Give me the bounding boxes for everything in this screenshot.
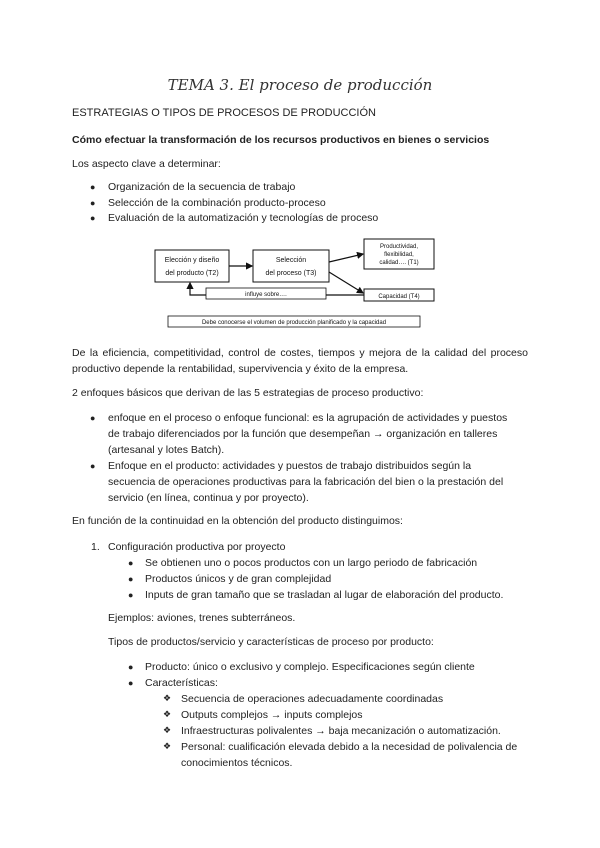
approach-2-line-2: secuencia de operaciones productivas para la fabricación del bien o la prestación del [108,476,504,488]
box3-line2: flexibilidad, [384,252,414,258]
numbered-item-label: Configuración productiva por proyecto [108,541,286,553]
list-item: Secuencia de operaciones adecuadamente coordinadas [181,693,444,705]
bullet-icon: ● [90,198,96,208]
diamond-bullet-icon: ❖ [163,741,172,751]
box-process-selection [253,250,329,282]
approaches-intro: 2 enfoques básicos que derivan de las 5 estrategias de proceso productivo: [72,387,424,399]
arrow-2-3 [329,254,363,262]
box2-line1: Selección [275,257,307,264]
subheading: Cómo efectuar la transformación de los recursos productivos en bienes o servicios [72,134,490,146]
examples-text: Ejemplos: aviones, trenes subterráneos. [108,612,296,624]
bullet-icon: ● [128,678,134,688]
approach-1-line-2: de trabajo diferenciados por la función que desempeñan → organización en talleres [108,428,498,440]
diamond-bullet-icon: ❖ [163,709,172,719]
list-item: Personal: cualificación elevada debido a la necesidad de polivalencia de [181,741,518,753]
list-item-continuation: conocimientos técnicos. [181,757,293,769]
list-item: Productos únicos y de gran complejidad [145,573,332,585]
intro-text: Los aspecto clave a determinar: [72,158,221,170]
section-heading: ESTRATEGIAS O TIPOS DE PROCESOS DE PRODUCCIÓN [72,107,376,119]
box2-line2: del proceso (T3) [265,270,317,277]
approach-1-line-3: (artesanal y lotes Batch). [108,444,225,456]
diamond-bullet-icon: ❖ [163,725,172,735]
list-item: Evaluación de la automatización y tecnologías de proceso [108,212,379,224]
box-product-design [155,250,229,282]
list-item: Organización de la secuencia de trabajo [108,181,296,193]
arrow-2-4 [329,272,363,293]
bullet-icon: ● [90,413,96,423]
influye-label: influye sobre…. [245,292,287,298]
list-item: Se obtienen uno o pocos productos con un largo periodo de fabricación [145,557,478,569]
box1-line2: del producto (T2) [165,270,219,277]
approach-1-line-1: enfoque en el proceso o enfoque funcional: es la agrupación de actividades y puestos [108,412,508,424]
bullet-icon: ● [90,213,96,223]
box1-line1: Elección y diseño [164,257,220,264]
page-title: TEMA 3. El proceso de producción [167,76,433,94]
approach-2-line-1: Enfoque en el producto: actividades y puestos de trabajo distribuidos según la [108,460,472,472]
list-item: Producto: único o exclusivo y complejo. Especificaciones según cliente [145,661,475,673]
list-item: Outputs complejos → inputs complejos [181,709,363,721]
bottom-label: Debe conocerse el volumen de producción planificado y la capacidad [201,320,387,326]
process-diagram [150,236,440,332]
bullet-icon: ● [128,590,134,600]
efficiency-paragraph: De la eficiencia, competitividad, control de costes, tiempos y mejora de la calidad del proceso productivo depende la rentabilidad, supervivencia y éxito de la empresa. [72,347,528,375]
approach-2-line-3: servicio (en línea, continua y por proyecto). [108,492,309,504]
list-item: Selección de la combinación producto-proceso [108,197,326,209]
list-item: Infraestructuras polivalentes → baja mecanización o automatización. [181,725,501,737]
bullet-icon: ● [128,662,134,672]
bullet-icon: ● [128,574,134,584]
types-text: Tipos de productos/servicio y características de proceso por producto: [108,636,434,648]
box3-line3: calidad…. (T1) [379,260,419,266]
box4-label: Capacidad (T4) [378,294,420,300]
bullet-icon: ● [90,461,96,471]
diamond-bullet-icon: ❖ [163,693,172,703]
list-item: Características: [145,677,218,689]
continuity-intro: En función de la continuidad en la obtención del producto distinguimos: [72,515,403,527]
bullet-icon: ● [90,182,96,192]
list-number: 1. [91,541,100,553]
bullet-icon: ● [128,558,134,568]
box3-line1: Productividad, [379,244,419,250]
list-item: Inputs de gran tamaño que se trasladan al lugar de elaboración del producto. [145,589,504,601]
